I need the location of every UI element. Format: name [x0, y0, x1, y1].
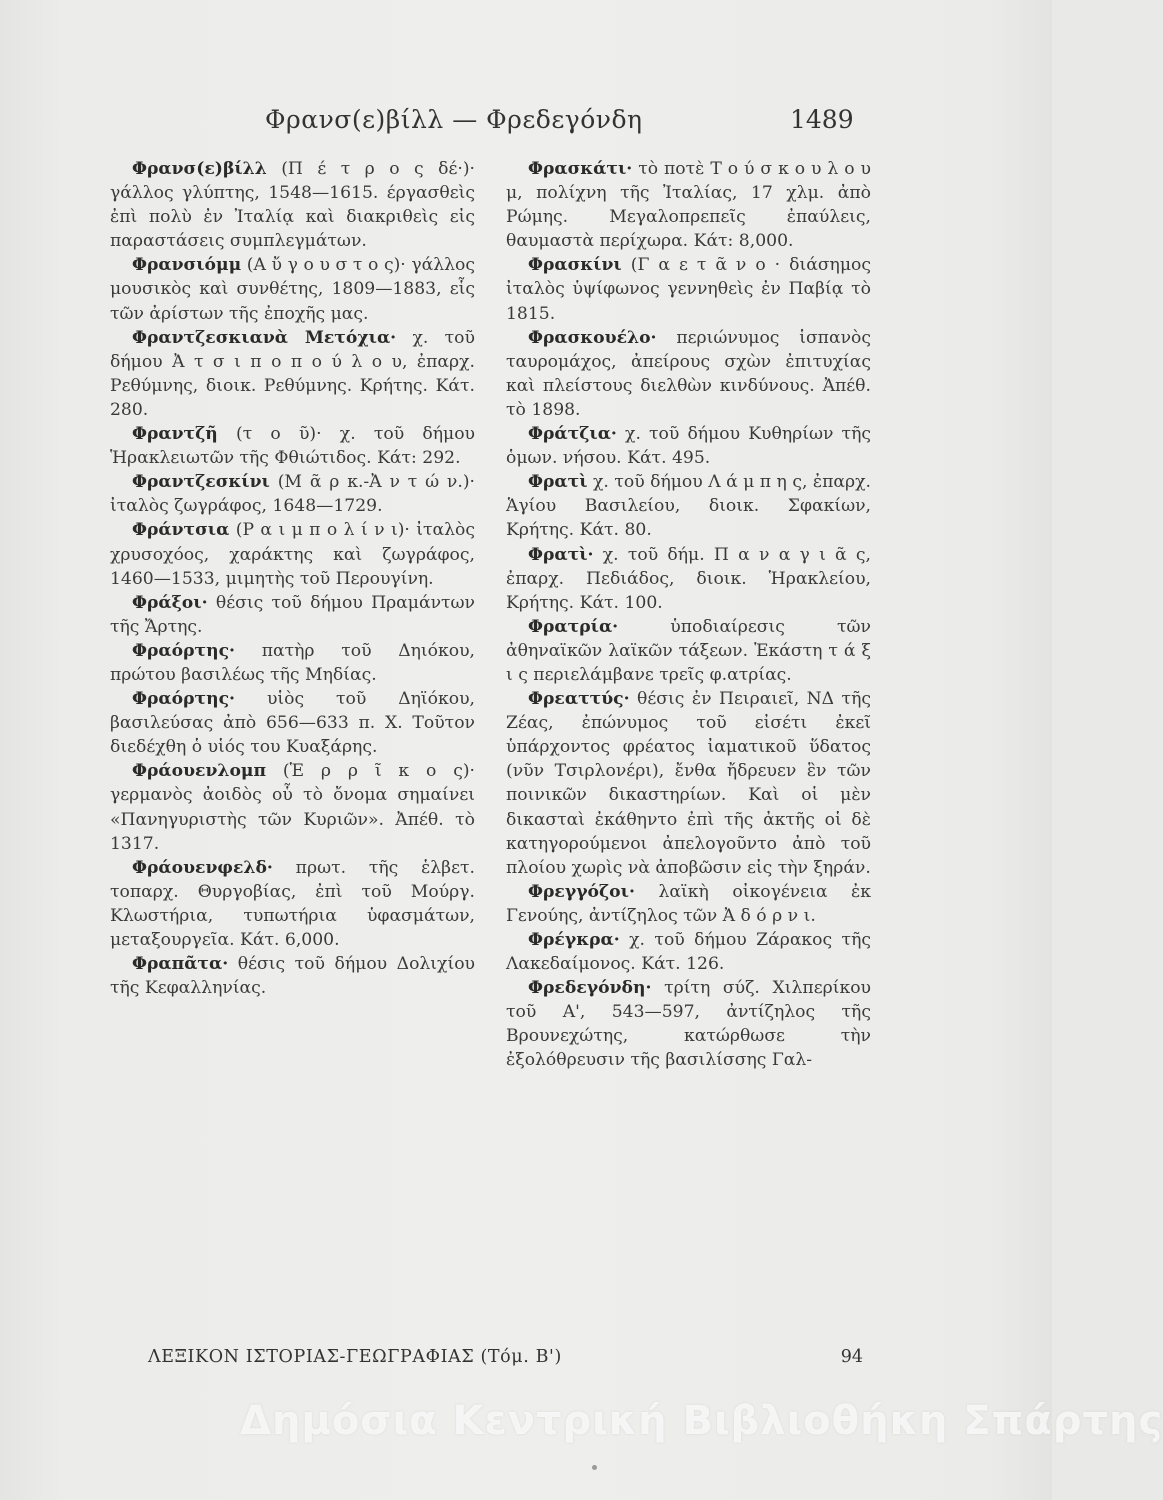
entry-text: χ. τοῦ δήμου Λ ά μ π η ς, ἐπαρχ. Ἁγίου Βασιλείου, διοικ. Σφακίων, Κρήτης. Κάτ. 80. — [506, 472, 871, 541]
dictionary-entry — [110, 639, 475, 687]
entry-headword: Φραπᾶτα· — [132, 954, 229, 975]
entry-headword: Φρέγκρα· — [528, 930, 620, 950]
entry-headword: Φράντσια — [132, 520, 230, 541]
dictionary-entry — [506, 928, 871, 976]
dictionary-entry — [506, 326, 871, 422]
entry-text: ὑποδιαίρεσις τῶν ἀθηναϊκῶν λαϊκῶν τάξεων. Ἑκάστη τ ά ξ ι ς περιελάμβανε τρεῖς φ.ατρίας. — [506, 616, 871, 685]
library-watermark: Δημόσια Κεντρική Βιβλιοθήκη Σπάρτης — [240, 1398, 1163, 1444]
entry-text: περιώνυμος ἱσπανὸς ταυρομάχος, ἀπείρους σχὼν ἐπιτυχίας καὶ πλείστους διελθὼν κινδύνους. Ἀπέθ. τὸ 1898. — [506, 327, 871, 420]
entry-headword: Φραντζῆ — [132, 424, 218, 445]
entry-headword: Φρεδεγόνδη· — [528, 978, 652, 999]
entry-text: τρίτη σύζ. Χιλπερίκου τοῦ Α', 543—597, ἀντίζηλος τῆς Βρουνεχώτης, κατώρθωσε τὴν ἐξολόθρευσιν τῆς βασιλίσσης Γαλ- — [506, 978, 871, 1071]
right-column — [506, 157, 871, 1073]
entry-headword: Φρασκάτι· — [528, 159, 633, 179]
entry-text: χ. τοῦ δήμου Κυθηρίων τῆς ὁμων. νήσου. Κάτ. 495. — [506, 424, 871, 469]
entry-text: πατὴρ τοῦ Δηιόκου, πρώτου βασιλέως τῆς Μηδίας. — [110, 640, 475, 685]
dictionary-entry — [506, 422, 871, 470]
footer-signature: ΛΕΞΙΚΟΝ ΙΣΤΟΡΙΑΣ-ΓΕΩΓΡΑΦΙΑΣ (Τόμ. Β') — [148, 1347, 562, 1367]
dictionary-entry — [506, 157, 871, 253]
entry-headword: Φρατρία· — [528, 616, 619, 637]
dictionary-entry — [110, 470, 475, 518]
entry-headword: Φράουενφελδ· — [132, 857, 273, 878]
entry-headword: Φραόρτης· — [132, 689, 236, 710]
entry-text: υἱὸς τοῦ Δηϊόκου, βασιλεύσας ἀπὸ 656—633 π. Χ. Τοῦτον διεδέχθη ὁ υἱός του Κυαξάρης. — [110, 689, 475, 758]
page-header — [0, 105, 1052, 145]
left-column — [110, 157, 475, 1000]
entry-headword: Φρανσ(ε)βίλλ — [132, 159, 267, 179]
entry-text: (τ ο ῦ)· χ. τοῦ δήμου Ἡρακλειωτῶν τῆς Φθιώτιδος. Κάτ: 292. — [110, 424, 475, 469]
entry-headword: Φράξοι· — [132, 592, 208, 613]
dictionary-entry — [506, 253, 871, 325]
dictionary-entry — [506, 470, 871, 542]
dictionary-entry — [110, 422, 475, 470]
dictionary-entry — [506, 615, 871, 687]
entry-headword: Φραόρτης· — [132, 640, 236, 661]
dictionary-entry — [506, 976, 871, 1072]
entry-text: πρωτ. τῆς ἑλβετ. τοπαρχ. Θυργοβίας, ἐπὶ τοῦ Μούργ. Κλωστήρια, τυπωτήρια ὑφασμάτων, μεταξουργεῖα. Κάτ. 6,000. — [110, 857, 475, 950]
entry-headword: Φρανσιόμμ — [132, 255, 242, 276]
scan-speck — [592, 1465, 597, 1470]
entry-headword: Φρεαττύς· — [528, 689, 630, 710]
footer-sheet-number: 94 — [840, 1347, 863, 1367]
entry-headword: Φρατὶ· — [528, 544, 594, 565]
dictionary-entry — [110, 253, 475, 325]
dictionary-entry — [110, 759, 475, 855]
dictionary-entry — [110, 591, 475, 639]
entry-text: τὸ ποτὲ Τ ο ύ σ κ ο υ λ ο υ μ, πολίχνη τῆς Ἰταλίας, 17 χλμ. ἀπὸ Ρώμης. Μεγαλοπρεπεῖς ἐπαύλεις, θαυμαστὰ περίχωρα. Κάτ: 8,000. — [506, 159, 871, 252]
entry-headword: Φρασκίνι — [528, 255, 622, 276]
dictionary-entry — [506, 880, 871, 928]
entry-headword: Φράτζια· — [528, 424, 617, 445]
dictionary-entry — [110, 856, 475, 952]
entry-headword: Φράουενλομπ — [132, 761, 267, 782]
entry-text: θέσις τοῦ δήμου Πραμάντων τῆς Ἄρτης. — [110, 592, 475, 637]
entry-text: (Α ὔ γ ο υ σ τ ο ς)· γάλλος μουσικὸς καὶ συνθέτης, 1809—1883, εἷς τῶν ἀρίστων τῆς ἐποχῆς μας. — [110, 255, 475, 324]
entry-headword: Φρεγγόζοι· — [528, 881, 635, 902]
entry-text: (Ρ α ι μ π ο λ ί ν ι)· ἰταλὸς χρυσοχόος, χαράκτης καὶ ζωγράφος, 1460—1533, μιμητὴς τοῦ Περουγίνη. — [110, 520, 475, 589]
page-footer — [148, 1347, 863, 1377]
entry-text: χ. τοῦ δήμου Ζάρακος τῆς Λακεδαίμονος. Κάτ. 126. — [506, 930, 871, 975]
page-number: 1489 — [790, 105, 854, 134]
entry-headword: Φραντζεσκίνι — [132, 472, 270, 493]
dictionary-entry — [110, 157, 475, 253]
entry-text: (Μ ᾶ ρ κ.-Ἀ ν τ ώ ν.)· ἰταλὸς ζωγράφος, 1648—1729. — [110, 472, 475, 517]
running-title: Φρανσ(ε)βίλλ — Φρεδεγόνδη — [265, 105, 643, 134]
entry-text: χ. τοῦ δήμ. Π α ν α γ ι ᾶ ς, ἐπαρχ. Πεδιάδος, διοικ. Ἡρακλείου, Κρήτης. Κάτ. 100. — [506, 544, 871, 613]
dictionary-entry — [506, 543, 871, 615]
dictionary-entry — [110, 687, 475, 759]
entry-text: (Ἑ ρ ρ ῖ κ ο ς)· γερμανὸς ἀοιδὸς οὗ τὸ ὄνομα σημαίνει «Πανηγυριστὴς τῶν Κυριῶν». Ἀπέθ. τὸ 1317. — [110, 761, 475, 854]
dictionary-entry — [506, 687, 871, 880]
dictionary-entry — [110, 518, 475, 590]
entry-text: θέσις τοῦ δήμου Δολιχίου τῆς Κεφαλληνίας. — [110, 954, 475, 999]
dictionary-entry — [110, 326, 475, 422]
entry-text: θέσις ἐν Πειραιεῖ, ΝΔ τῆς Ζέας, ἐπώνυμος τοῦ εἰσέτι ἐκεῖ ὑπάρχοντος φρέατος ἰαματικοῦ ὕδατος (νῦν Τσιρλονέρι), ἔνθα ἤδρευεν ἓν τῶν ποινικῶν δικαστηρίων. Καὶ οἱ μὲν δικασταὶ ἐκάθηντο ἐπὶ τῆς ἀκτῆς οἱ δὲ κατηγορούμενοι ἀπελογοῦντο ἀπὸ τοῦ πλοίου χωρὶς νὰ ἀποβῶσιν εἰς τὴν ξηράν. — [506, 689, 871, 878]
entry-text: (Π έ τ ρ ο ς δέ·)· γάλλος γλύπτης, 1548—1615. έργασθεὶς ἐπὶ πολὺ ἐν Ἰταλίᾳ καὶ διακριθεὶς εἰς παραστάσεις συμπλεγμάτων. — [110, 159, 475, 252]
entry-text: λαϊκὴ οἰκογένεια ἐκ Γενούης, ἀντίζηλος τῶν Ἀ δ ό ρ ν ι. — [506, 881, 871, 926]
entry-headword: Φραντζεσκιανὰ Μετόχια· — [132, 327, 397, 348]
entry-text: (Γ α ε τ ᾶ ν ο · διάσημος ἰταλὸς ὑψίφωνος γεννηθεὶς ἐν Παβίᾳ τὸ 1815. — [506, 255, 871, 324]
entry-headword: Φρασκουέλο· — [528, 327, 657, 348]
dictionary-entry — [110, 952, 475, 1000]
entry-text: χ. τοῦ δήμου Ἀ τ σ ι π ο π ο ύ λ ο υ, ἐπαρχ. Ρεθύμνης, διοικ. Ρεθύμνης. Κρήτης. Κάτ. 280. — [110, 327, 475, 420]
entry-headword: Φρατὶ — [528, 472, 588, 493]
